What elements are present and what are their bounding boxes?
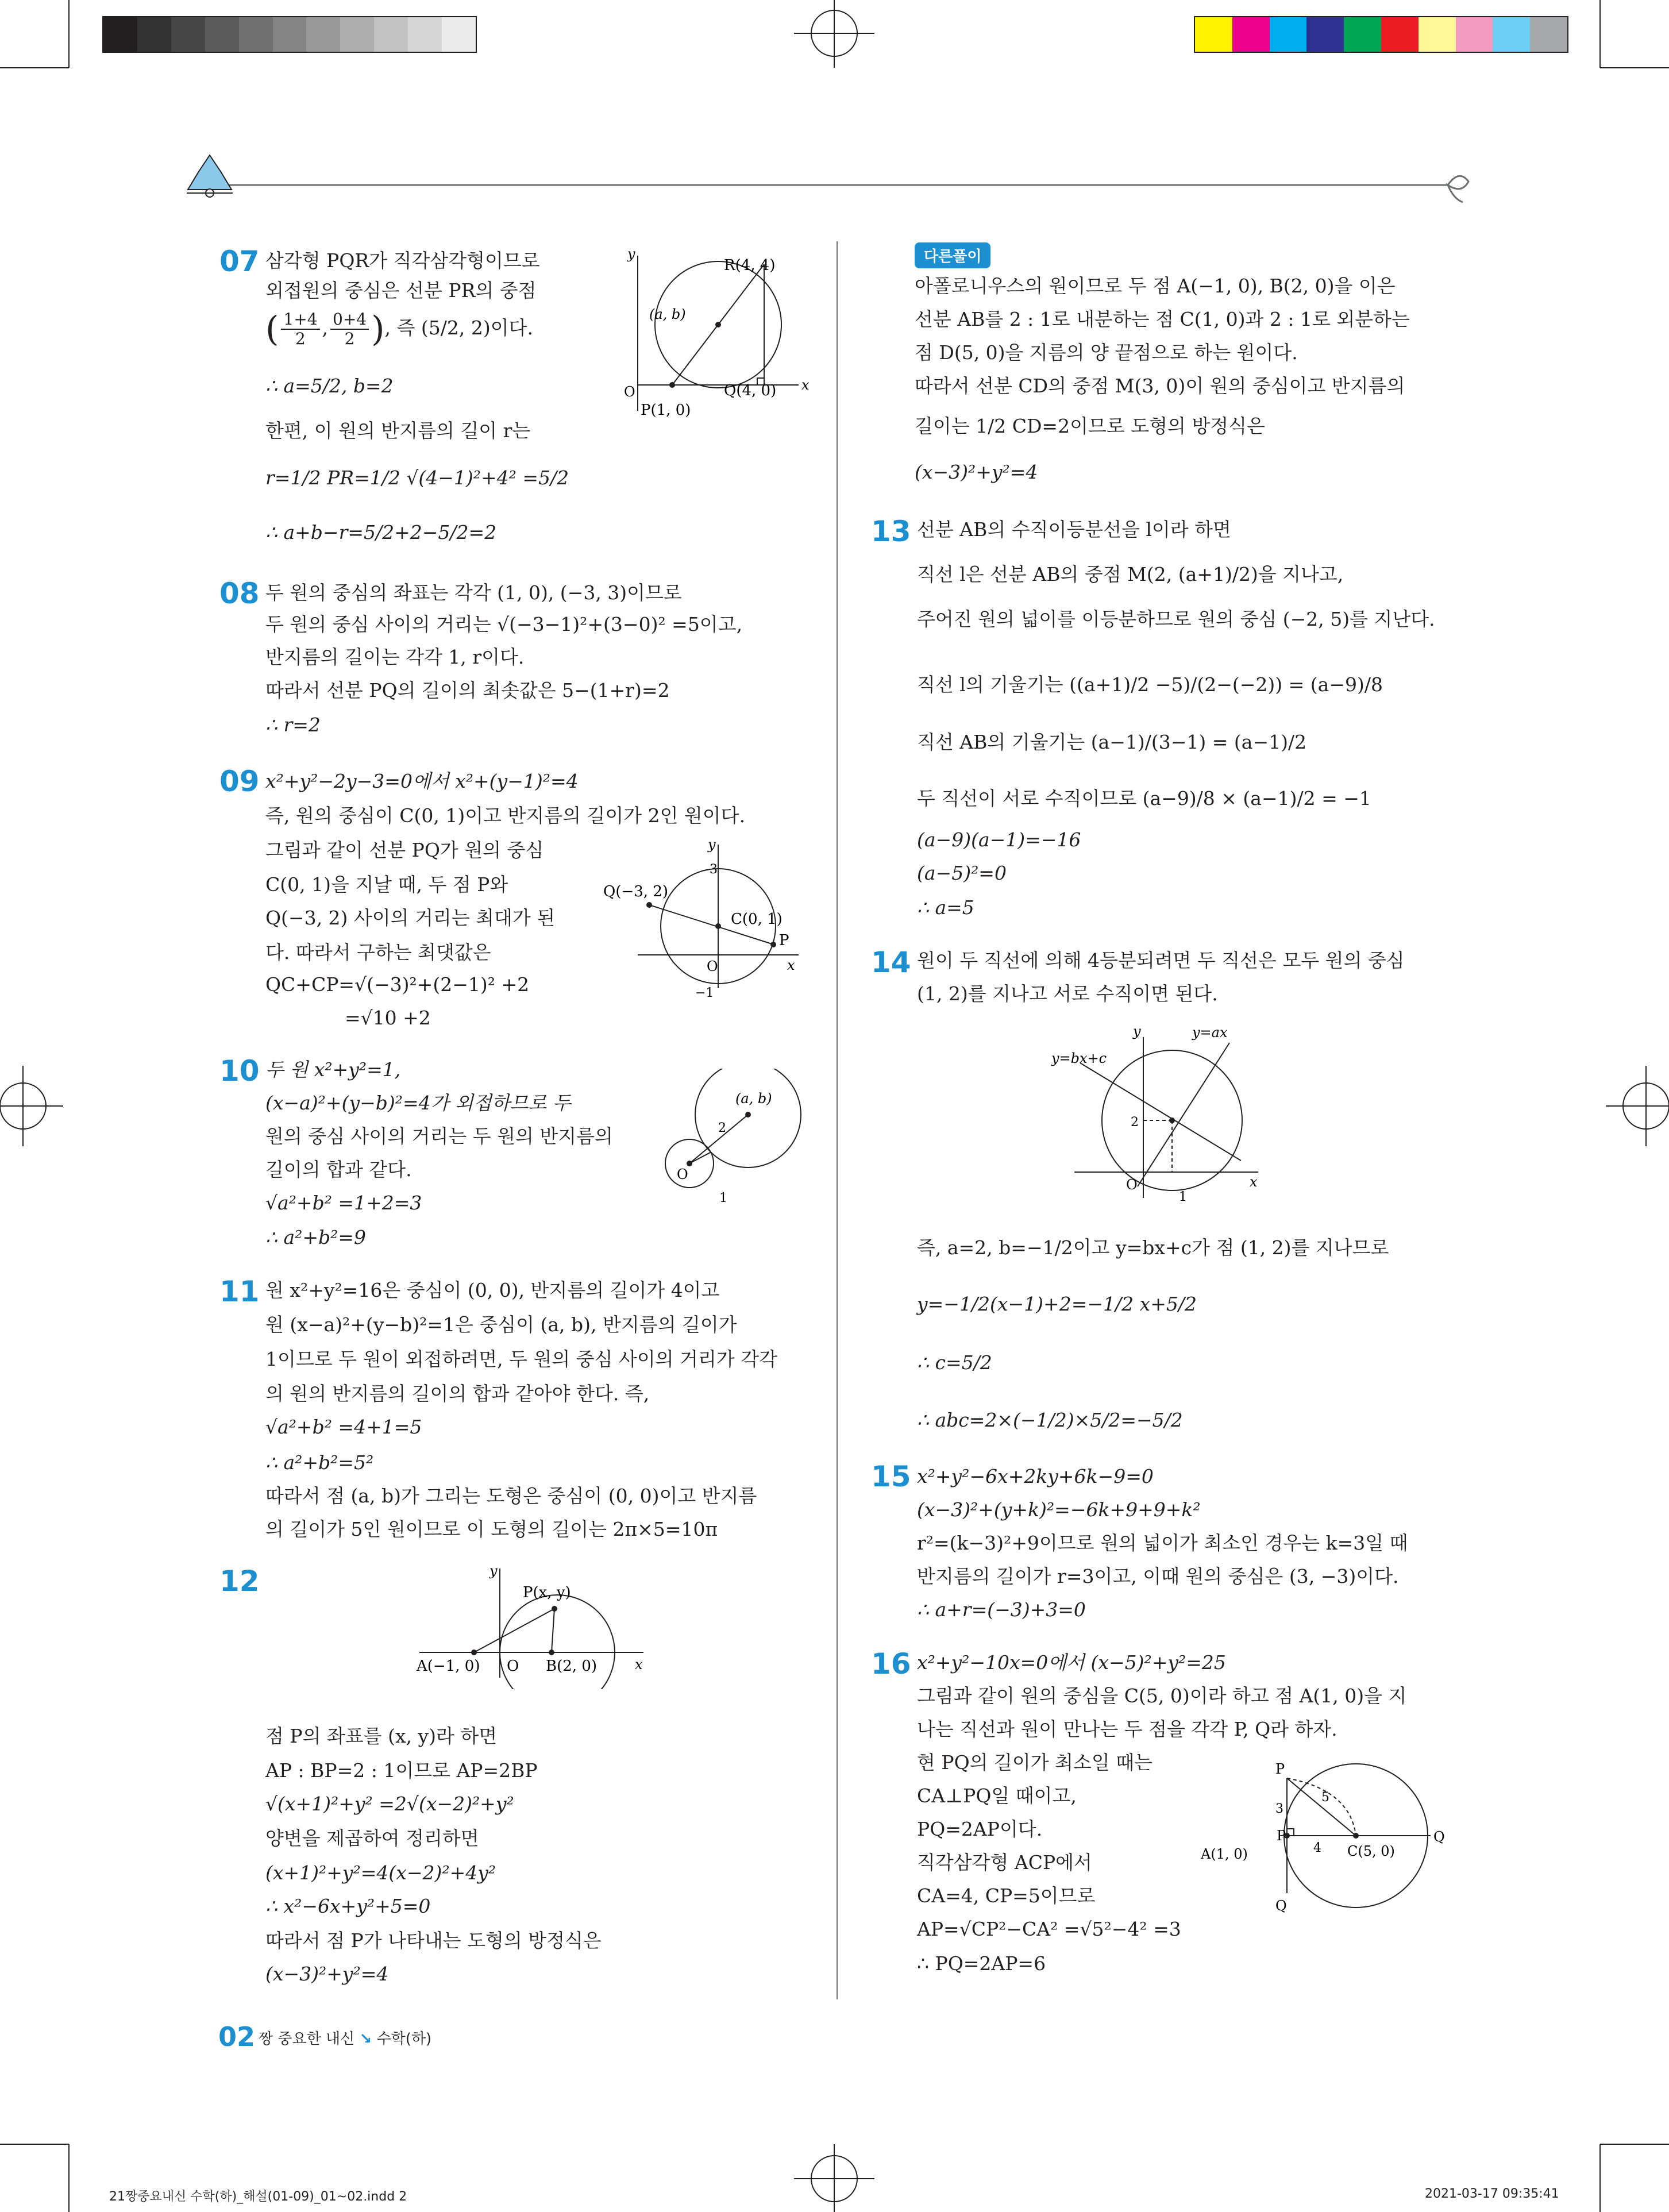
- origin-label: O: [677, 1166, 688, 1182]
- point-C-label: C(0, 1): [731, 911, 783, 928]
- text-line: 직선 l은 선분 AB의 중점 M(2, (a+1)/2)을 지나고,: [917, 563, 1344, 585]
- text-line: x²+y²−10x=0에서 (x−5)²+y²=25: [917, 1651, 1226, 1674]
- text-line: 점 D(5, 0)을 지름의 양 끝점으로 하는 원이다.: [915, 341, 1298, 364]
- text-line: (x−3)²+y²=4: [915, 461, 1038, 483]
- text-line: 직각삼각형 ACP에서: [917, 1851, 1092, 1874]
- text-line: 따라서 점 (a, b)가 그리는 도형은 중심이 (0, 0)이고 반지름: [265, 1485, 757, 1507]
- text-line: ( $\frac{1+4}{2}$ , $\frac{0+4}{2}$ ), 즉 (5/2, 2)이다.: [265, 309, 533, 349]
- text-line: (a−9)(a−1)=−16: [917, 828, 1081, 851]
- text-line: C(0, 1)을 지날 때, 두 점 P와: [265, 873, 508, 896]
- text-line: (x−3)²+(y+k)²=−6k+9+9+k²: [917, 1498, 1201, 1521]
- text-line: 즉, 원의 중심이 C(0, 1)이고 반지름의 길이가 2인 원이다.: [265, 804, 746, 827]
- axis-x-label: x: [787, 957, 795, 973]
- text-line: 길이의 합과 같다.: [265, 1158, 412, 1181]
- text-line: (x+1)²+y²=4(x−2)²+4y²: [265, 1862, 496, 1884]
- text-line: PQ=2AP이다.: [917, 1818, 1043, 1840]
- text-line: 그림과 같이 선분 PQ가 원의 중심: [265, 839, 544, 861]
- figure-07: [603, 244, 822, 428]
- problem-number: 16: [871, 1647, 911, 1681]
- center-label: (a, b): [735, 1090, 772, 1107]
- origin-label: O: [507, 1658, 519, 1675]
- text-line: y=−1/2(x−1)+2=−1/2 x+5/2: [917, 1293, 1197, 1315]
- book-title: 짱 중요한 내신 ↘ 수학(하): [259, 2030, 432, 2048]
- frac-den: 2: [295, 329, 306, 348]
- text-line: 그림과 같이 원의 중심을 C(5, 0)이라 하고 점 A(1, 0)을 지: [917, 1685, 1407, 1707]
- text-line: (x−3)²+y²=4: [265, 1963, 389, 1985]
- problem-number: 09: [219, 765, 260, 798]
- text-line: , 즉 (5/2, 2)이다.: [384, 317, 533, 339]
- figure-12: [414, 1563, 655, 1689]
- problem-number: 13: [871, 515, 911, 548]
- text-line: x²+y²−6x+2ky+6k−9=0: [917, 1465, 1154, 1487]
- text-line: Q(−3, 2) 사이의 거리는 최대가 된: [265, 907, 556, 929]
- text-line: ∴ r=2: [265, 714, 321, 736]
- problem-number: 14: [871, 946, 911, 979]
- figure-09: [603, 833, 822, 1005]
- text-line: 아폴로니우스의 원이므로 두 점 A(−1, 0), B(2, 0)을 이은: [915, 275, 1396, 297]
- text-line: 점 P의 좌표를 (x, y)라 하면: [265, 1725, 498, 1747]
- line-label: y=bx+c: [1051, 1050, 1107, 1066]
- problem-number: 15: [871, 1460, 911, 1493]
- text-line: 두 원의 중심 사이의 거리는 √(−3−1)²+(3−0)² =5이고,: [265, 613, 743, 635]
- text-line: ∴ a+r=(−3)+3=0: [917, 1598, 1086, 1621]
- figure-16: [1201, 1755, 1454, 1922]
- text-line: 한편, 이 원의 반지름의 길이 r는: [265, 419, 531, 442]
- text-line: ∴ c=5/2: [917, 1351, 992, 1374]
- text-line: AP=√CP²−CA² =√5²−4² =3: [917, 1918, 1181, 1940]
- tick-label: −1: [695, 986, 714, 1000]
- point-Q-label: Q: [1433, 1829, 1445, 1845]
- point-R-label: R(4, 4): [724, 257, 776, 274]
- point-P-label: P(x, y): [523, 1584, 571, 1601]
- text-line: ∴ a²+b²=5²: [265, 1451, 374, 1474]
- text-line: QC+CP=√(−3)²+(2−1)² +2: [265, 973, 530, 996]
- frac-num: 1+4: [281, 310, 319, 330]
- text-line: 주어진 원의 넓이를 이등분하므로 원의 중심 (−2, 5)를 지난다.: [917, 608, 1435, 630]
- text-line: ∴ PQ=2AP=6: [917, 1952, 1046, 1975]
- text-line: r=1/2 PR=1/2 √(4−1)²+4² =5/2: [265, 467, 569, 489]
- text-line: ∴ a²+b²=9: [265, 1226, 367, 1248]
- text-line: 즉, a=2, b=−1/2이고 y=bx+c가 점 (1, 2)를 지나므로: [917, 1236, 1389, 1259]
- date-info: 2021-03-17 09:35:41: [1425, 2187, 1559, 2201]
- problem-number: 10: [219, 1054, 260, 1088]
- text-line: 따라서 선분 CD의 중점 M(3, 0)이 원의 중심이고 반지름의: [915, 375, 1405, 397]
- text-line: 반지름의 길이는 각각 1, r이다.: [265, 646, 525, 668]
- text-line: 직선 AB의 기울기는 (a−1)/(3−1) = (a−1)/2: [917, 731, 1307, 753]
- text-line: √(x+1)²+y² =2√(x−2)²+y²: [265, 1793, 514, 1815]
- tick-label: 3: [710, 862, 718, 877]
- text-line: 원 x²+y²=16은 중심이 (0, 0), 반지름의 길이가 4이고: [265, 1279, 720, 1301]
- text-line: 반지름의 길이가 r=3이고, 이때 원의 중심은 (3, −3)이다.: [917, 1565, 1399, 1587]
- text-line: ∴ abc=2×(−1/2)×5/2=−5/2: [917, 1409, 1183, 1431]
- origin-label: O: [707, 958, 718, 974]
- point-B-label: B(2, 0): [546, 1658, 598, 1675]
- length-label: 3: [1275, 1802, 1283, 1816]
- point-P-label: P(1, 0): [641, 402, 691, 419]
- text-line: x²+y²−2y−3=0에서 x²+(y−1)²=4: [265, 770, 579, 792]
- axis-y-label: y: [708, 837, 716, 853]
- text-line: 원이 두 직선에 의해 4등분되려면 두 직선은 모두 원의 중심: [917, 949, 1405, 972]
- text-line: =√10 +2: [345, 1007, 431, 1029]
- text-line: 직선 l의 기울기는 ((a+1)/2 −5)/(2−(−2)) = (a−9)/8: [917, 673, 1383, 696]
- text-line: 두 직선이 서로 수직이므로 (a−9)/8 × (a−1)/2 = −1: [917, 787, 1371, 810]
- tick-label: 2: [1131, 1115, 1139, 1130]
- point-Q-label: Q: [1275, 1898, 1287, 1914]
- point-Q-label: Q(4, 0): [724, 382, 777, 399]
- text-line: 원의 중심 사이의 거리는 두 원의 반지름의: [265, 1125, 613, 1147]
- tick-label: 1: [1179, 1190, 1187, 1204]
- point-Q-label: Q(−3, 2): [603, 883, 669, 900]
- axis-y-label: y: [627, 246, 635, 262]
- text-line: 양변을 제곱하여 정리하면: [265, 1827, 479, 1849]
- text-line: 두 원의 중심의 좌표는 각각 (1, 0), (−3, 3)이므로: [265, 581, 682, 604]
- text-line: (1, 2)를 지나고 서로 수직이면 된다.: [917, 982, 1218, 1005]
- bell-icon: [187, 155, 233, 197]
- page-number: 02: [218, 2021, 256, 2052]
- figure-10: [661, 1069, 822, 1212]
- text-line: √a²+b² =1+2=3: [265, 1192, 422, 1214]
- problem-number: 12: [219, 1564, 260, 1598]
- text-line: 삼각형 PQR가 직각삼각형이므로: [265, 249, 540, 272]
- frac-num: 0+4: [330, 310, 369, 330]
- text-line: AP : BP=2 : 1이므로 AP=2BP: [265, 1759, 538, 1782]
- text-line: 외접원의 중심은 선분 PR의 중점: [265, 279, 537, 302]
- problem-number: 08: [219, 577, 260, 610]
- book-name: 짱 중요한 내신: [259, 2030, 355, 2048]
- text-line: CA=4, CP=5이므로: [917, 1885, 1096, 1907]
- point-P-label: P: [1277, 1828, 1286, 1844]
- point-P-label: P: [1275, 1761, 1285, 1777]
- point-P-label: P: [779, 932, 789, 949]
- center-label: (a, b): [649, 306, 686, 322]
- axis-x-label: x: [1250, 1174, 1258, 1190]
- text-line: r²=(k−3)²+9이므로 원의 넓이가 최소인 경우는 k=3일 때: [917, 1532, 1408, 1554]
- book-subject: 수학(하): [376, 2030, 432, 2048]
- text-line: 1이므로 두 원이 외접하려면, 두 원의 중심 사이의 거리가 각각: [265, 1348, 777, 1370]
- radius-label: 1: [719, 1191, 727, 1205]
- text-line: 원 (x−a)²+(y−b)²=1은 중심이 (a, b), 반지름의 길이가: [265, 1313, 737, 1336]
- origin-label: O: [1126, 1177, 1138, 1193]
- text-line: (a−5)²=0: [917, 862, 1007, 884]
- alt-solution-badge: 다른풀이: [915, 242, 990, 268]
- text-line: (x−a)²+(y−b)²=4가 외접하므로 두: [265, 1092, 571, 1114]
- text-line: 선분 AB의 수직이등분선을 l이라 하면: [917, 518, 1231, 541]
- origin-label: O: [624, 384, 635, 400]
- text-line: 현 PQ의 길이가 최소일 때는: [917, 1751, 1153, 1774]
- length-label: 4: [1313, 1841, 1321, 1855]
- text-line: CA⊥PQ일 때이고,: [917, 1785, 1077, 1807]
- text-line: 따라서 선분 PQ의 길이의 최솟값은 5−(1+r)=2: [265, 679, 670, 702]
- text-line: 의 길이가 5인 원이므로 이 도형의 길이는 2π×5=10π: [265, 1518, 718, 1540]
- text-line: 두 원 x²+y²=1,: [265, 1058, 401, 1081]
- axis-y-label: y: [1133, 1023, 1141, 1039]
- axis-y-label: y: [489, 1563, 498, 1579]
- text-line: 길이는 1/2 CD=2이므로 도형의 방정식은: [915, 415, 1265, 437]
- point-C-label: C(5, 0): [1347, 1843, 1395, 1859]
- ribbon-icon: [1448, 176, 1468, 202]
- radius-label: 2: [718, 1121, 726, 1135]
- text-line: ∴ x²−6x+y²+5=0: [265, 1895, 431, 1917]
- text-line: 다. 따라서 구하는 최댓값은: [265, 941, 491, 964]
- file-info: 21짱중요내신 수학(하)_해설(01-09)_01~02.indd 2: [109, 2190, 407, 2204]
- point-A-label: A(−1, 0): [417, 1658, 480, 1675]
- text-line: ∴ a+b−r=5/2+2−5/2=2: [265, 521, 497, 544]
- problem-number: 07: [219, 245, 260, 278]
- text-line: 따라서 점 P가 나타내는 도형의 방정식은: [265, 1929, 602, 1952]
- axis-x-label: x: [635, 1656, 643, 1673]
- text-line: √a²+b² =4+1=5: [265, 1416, 422, 1438]
- point-A-label: A(1, 0): [1201, 1846, 1248, 1862]
- text-line: 나는 직선과 원이 만나는 두 점을 각각 P, Q라 하자.: [917, 1718, 1337, 1740]
- text-line: 의 원의 반지름의 길이의 합과 같아야 한다. 즉,: [265, 1382, 650, 1405]
- axis-x-label: x: [801, 377, 810, 393]
- text-line: 선분 AB를 2 : 1로 내분하는 점 C(1, 0)과 2 : 1로 외분하는: [915, 308, 1410, 330]
- problem-number: 11: [219, 1275, 260, 1308]
- text-line: ∴ a=5/2, b=2: [265, 375, 394, 397]
- length-label: 5: [1321, 1790, 1329, 1805]
- text-line: ∴ a=5: [917, 896, 974, 919]
- figure-14: [1051, 1020, 1293, 1215]
- frac-den: 2: [344, 329, 355, 348]
- line-label: y=ax: [1192, 1024, 1228, 1041]
